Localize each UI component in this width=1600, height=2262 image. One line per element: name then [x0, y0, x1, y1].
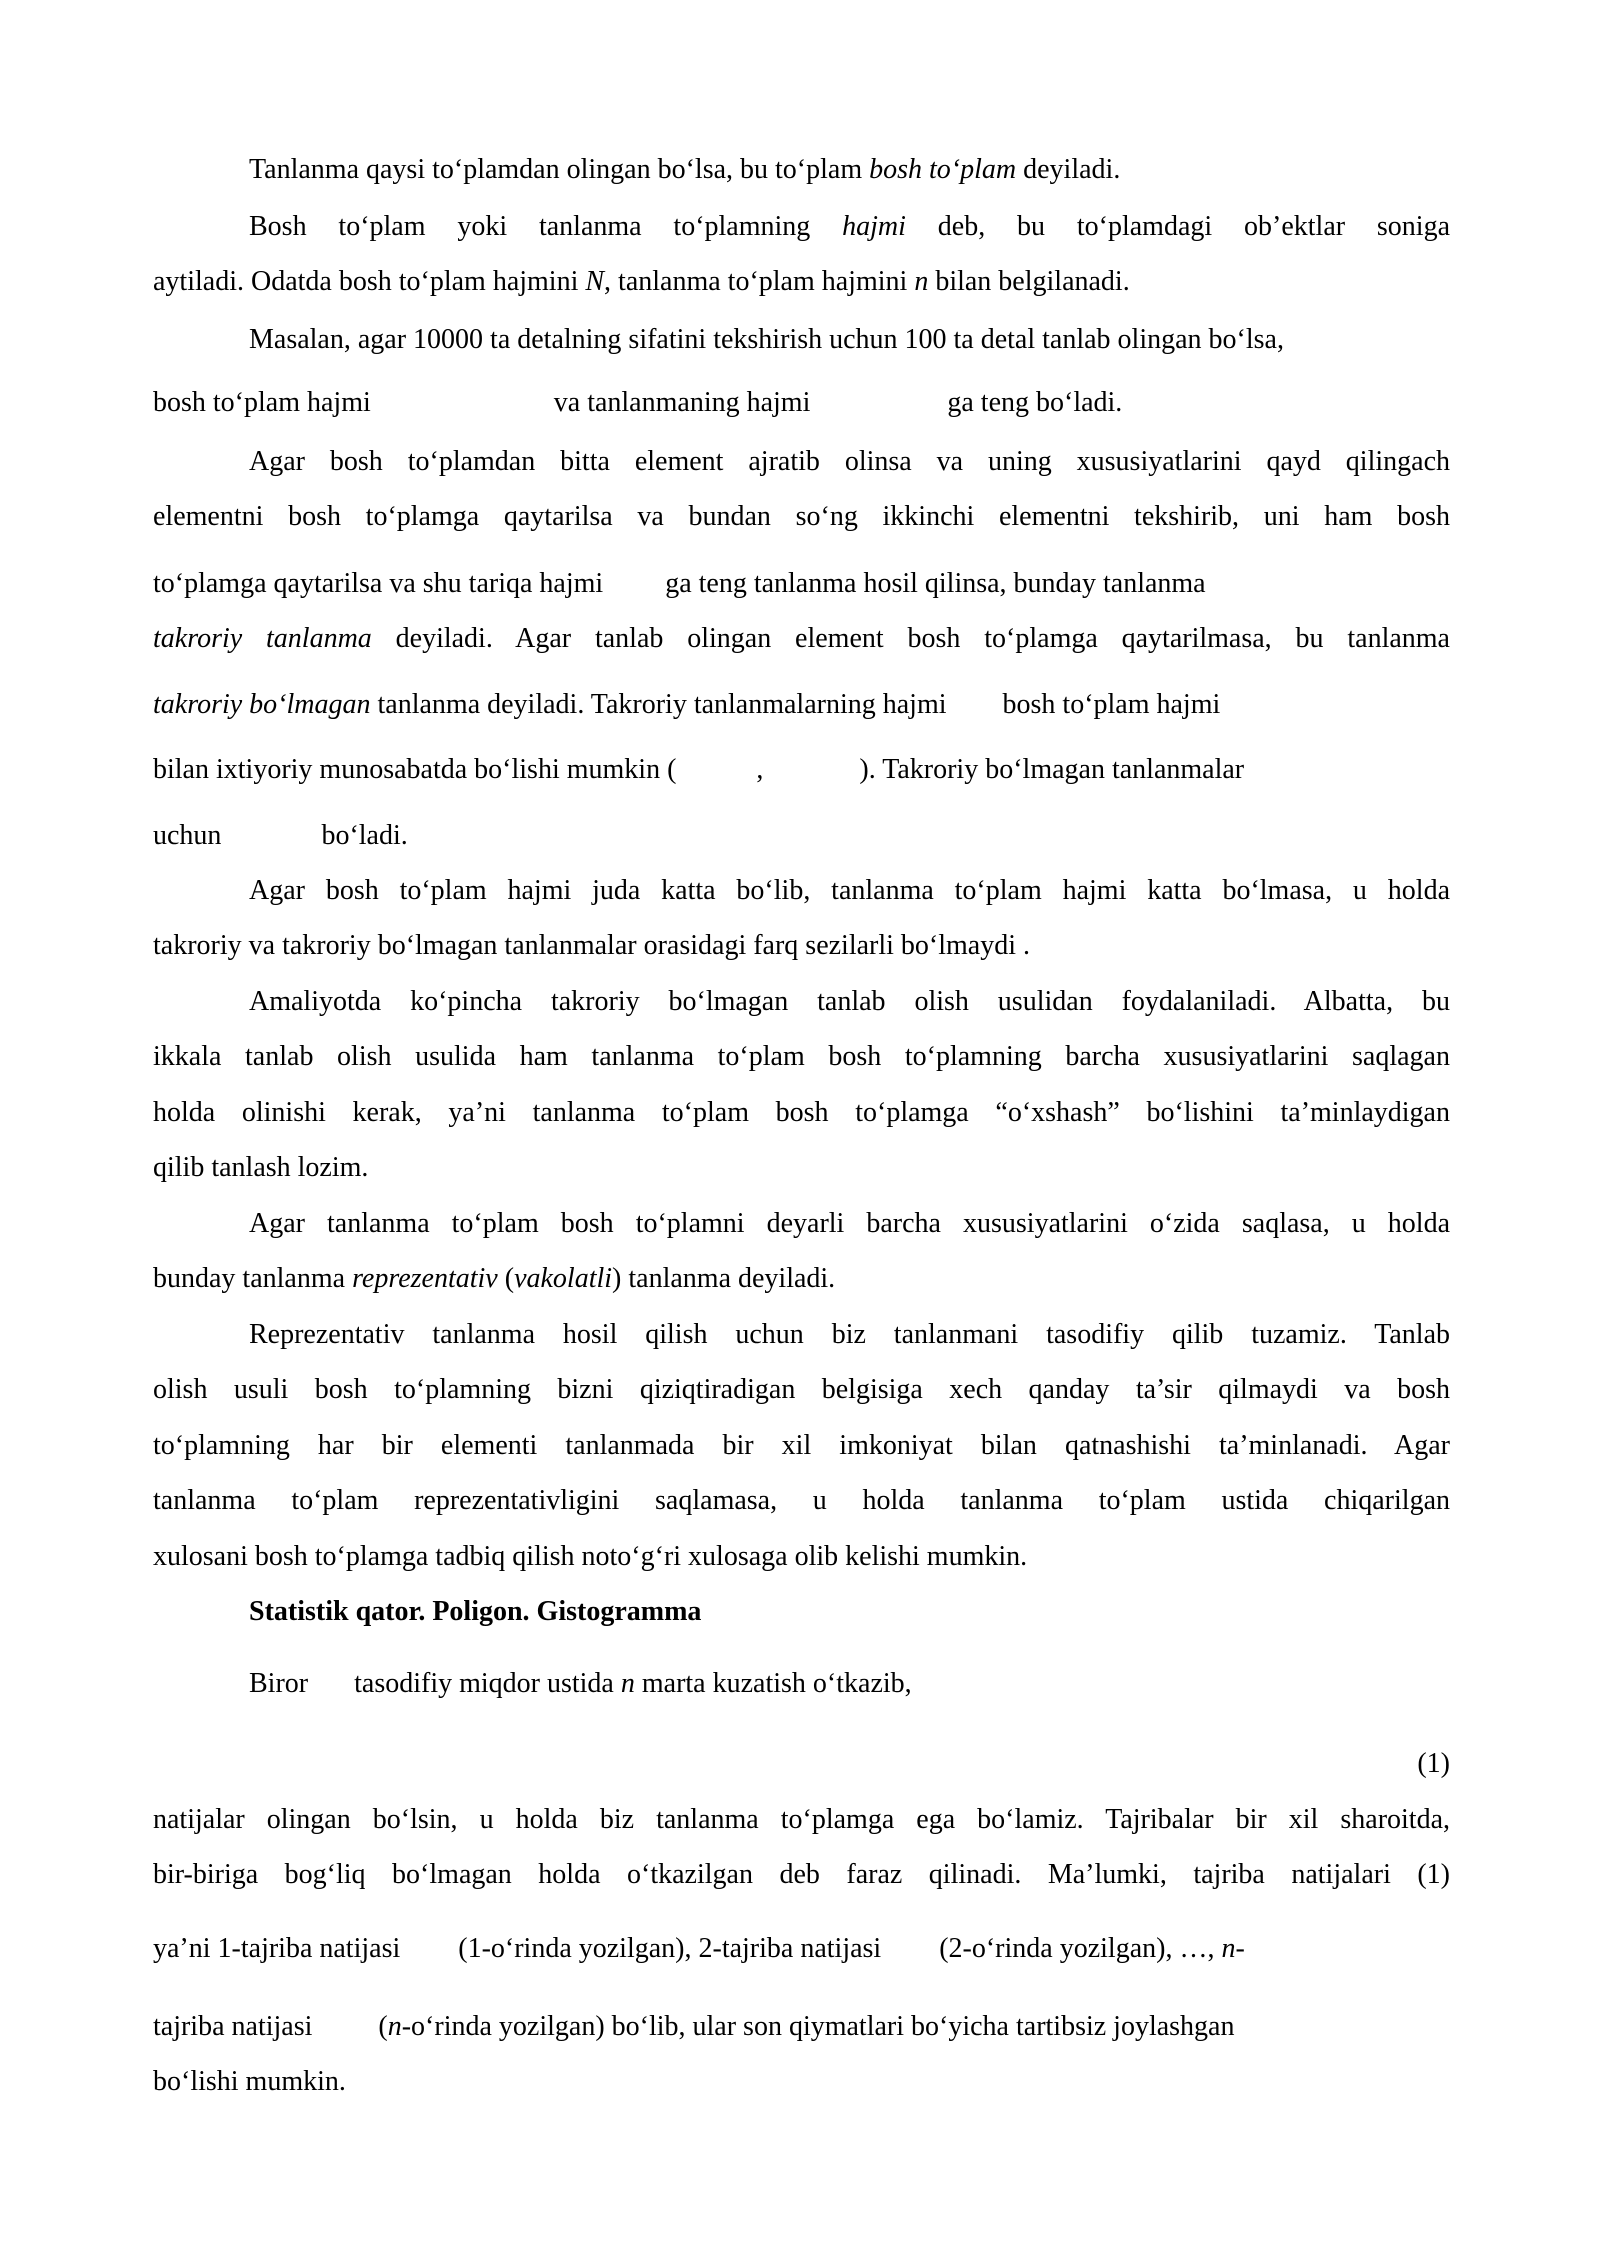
text: bunday tanlanma: [153, 1263, 353, 1294]
text: bo‘lishi mumkin.: [153, 2066, 346, 2097]
text: Agar tanlanma to‘plam bosh to‘plamni deyarli barcha xususiyatlarini o‘zida saqlasa, u holda: [249, 1208, 1450, 1239]
paragraph-line: [153, 2065, 1450, 2099]
equation-number: (1): [1417, 1748, 1450, 1779]
symbol-italic: n: [1221, 1933, 1236, 1964]
text: takroriy va takroriy bo‘lmagan tanlanmalar orasidagi farq sezilarli bo‘lmaydi .: [153, 930, 1031, 961]
text: bosh to‘plam hajmi: [1002, 689, 1221, 720]
text: -o‘rinda yozilgan) bo‘lib, ular son qiymatlari bo‘yicha tartibsiz joylashgan: [401, 2011, 1235, 2042]
text: bo‘ladi.: [321, 820, 408, 851]
text: bosh to‘plam hajmi: [153, 387, 371, 418]
paragraph-line: [153, 500, 1450, 534]
paragraph-line: [153, 2010, 1450, 2044]
paragraph-line: [249, 445, 1450, 479]
text: ,: [756, 754, 764, 785]
symbol-italic: N: [585, 266, 605, 297]
paragraph-line: [249, 1318, 1450, 1352]
text: to‘plamning har bir elementi tanlanmada bir xil imkoniyat bilan qatnashishi ta’minlanadi. Agar: [153, 1430, 1450, 1461]
term-italic: hajmi: [842, 211, 906, 242]
text: olish usuli bosh to‘plamning bizni qiziqtiradigan belgisiga xech qanday ta’sir qilmaydi va bosh: [153, 1374, 1450, 1405]
paragraph-line: [153, 386, 1450, 420]
text: ga teng bo‘ladi.: [947, 387, 1123, 418]
text: , tanlanma to‘plam hajmini: [604, 266, 915, 297]
text: qilib tanlash lozim.: [153, 1152, 369, 1183]
paragraph-line: [249, 985, 1450, 1019]
paragraph-line: [153, 1540, 1450, 1574]
text: ga teng tanlanma hosil qilinsa, bunday tanlanma: [665, 568, 1206, 599]
paragraph-line: [153, 819, 1450, 853]
paragraph-line: [153, 567, 1450, 601]
paragraph-line: [153, 1932, 1450, 1966]
term-italic: reprezentativ: [352, 1263, 498, 1294]
term-italic: takroriy tanlanma: [153, 623, 372, 654]
text: ya’ni 1-tajriba natijasi: [153, 1933, 401, 1964]
text: Masalan, agar 10000 ta detalning sifatini tekshirish uchun 100 ta detal tanlab olingan bo‘lsa,: [249, 324, 1284, 355]
text: bir-biriga bog‘liq bo‘lmagan holda o‘tkazilgan deb faraz qilinadi. Ma’lumki, tajriba natijalari (1): [153, 1859, 1450, 1890]
paragraph-line: [153, 1373, 1450, 1407]
text: (: [497, 1263, 515, 1294]
text: marta kuzatish o‘tkazib,: [634, 1668, 912, 1699]
text: (1-o‘rinda yozilgan), 2-tajriba natijasi: [458, 1933, 882, 1964]
term-italic: takroriy bo‘lmagan: [153, 689, 371, 720]
text: deb, bu to‘plamdagi ob’ektlar soniga: [905, 211, 1451, 242]
paragraph-line: [153, 1484, 1450, 1518]
text: Agar bosh to‘plam hajmi juda katta bo‘lib, tanlanma to‘plam hajmi katta bo‘lmasa, u holda: [249, 875, 1450, 906]
text: va tanlanmaning hajmi: [553, 387, 811, 418]
text: Amaliyotda ko‘pincha takroriy bo‘lmagan tanlab olish usulidan foydalaniladi. Albatta, bu: [249, 986, 1450, 1017]
text: Tanlanma qaysi to‘plamdan olingan bo‘lsa, bu to‘plam: [249, 154, 870, 185]
paragraph-line: [249, 874, 1450, 908]
text: ikkala tanlab olish usulida ham tanlanma to‘plam bosh to‘plamning barcha xususiyatlarini saqlagan: [153, 1041, 1450, 1072]
text: ). Takroriy bo‘lmagan tanlanmalar: [859, 754, 1245, 785]
section-heading: Statistik qator. Poligon. Gistogramma: [249, 1596, 702, 1627]
text: aytiladi. Odatda bosh to‘plam hajmini: [153, 266, 586, 297]
text: -: [1235, 1933, 1245, 1964]
text: tanlanma to‘plam reprezentativligini saqlamasa, u holda tanlanma to‘plam ustida chiqarilgan: [153, 1485, 1450, 1516]
paragraph-line: [153, 265, 1450, 299]
text: Bosh to‘plam yoki tanlanma to‘plamning: [249, 211, 843, 242]
text: tasodifiy miqdor ustida: [354, 1668, 621, 1699]
text: deyiladi.: [1016, 154, 1121, 185]
text: xulosani bosh to‘plamga tadbiq qilish noto‘g‘ri xulosaga olib kelishi mumkin.: [153, 1541, 1028, 1572]
text: bilan ixtiyoriy munosabatda bo‘lishi mumkin (: [153, 754, 677, 785]
text: bilan belgilanadi.: [928, 266, 1130, 297]
text: elementni bosh to‘plamga qaytarilsa va bundan so‘ng ikkinchi elementni tekshirib, uni ham bosh: [153, 501, 1450, 532]
paragraph-line: [249, 153, 1450, 187]
text: holda olinishi kerak, ya’ni tanlanma to‘plam bosh to‘plamga “o‘xshash” bo‘lishini ta’minlaydigan: [153, 1097, 1450, 1128]
paragraph-line: [153, 929, 1450, 963]
paragraph-line: [153, 1040, 1450, 1074]
paragraph-line: [153, 1858, 1450, 1892]
paragraph-line: [249, 210, 1450, 244]
term-italic: bosh to‘plam: [869, 154, 1017, 185]
paragraph-line: [153, 753, 1450, 787]
text: to‘plamga qaytarilsa va shu tariqa hajmi: [153, 568, 604, 599]
text: Biror: [249, 1668, 309, 1699]
paragraph-line: [153, 1096, 1450, 1130]
paragraph-line: [153, 1151, 1450, 1185]
paragraph-line: [153, 1429, 1450, 1463]
paragraph-line: [249, 1667, 1450, 1701]
paragraph-line: [249, 323, 1450, 357]
symbol-italic: n: [620, 1668, 635, 1699]
text: (: [378, 2011, 388, 2042]
text: uchun: [153, 820, 222, 851]
text: deyiladi. Agar tanlab olingan element bosh to‘plamga qaytarilmasa, bu tanlanma: [371, 623, 1450, 654]
paragraph-line: [153, 688, 1450, 722]
paragraph-line: [153, 1803, 1450, 1837]
text: tajriba natijasi: [153, 2011, 313, 2042]
symbol-italic: n: [387, 2011, 402, 2042]
text: tanlanma deyiladi. Takroriy tanlanmalarning hajmi: [370, 689, 947, 720]
paragraph-line: [153, 1262, 1450, 1296]
text: natijalar olingan bo‘lsin, u holda biz tanlanma to‘plamga ega bo‘lamiz. Tajribalar bir xil sharoitda,: [153, 1804, 1450, 1835]
text: (2-o‘rinda yozilgan), …,: [939, 1933, 1215, 1964]
text: Agar bosh to‘plamdan bitta element ajratib olinsa va uning xususiyatlarini qayd qilingach: [249, 446, 1450, 477]
symbol-italic: n: [914, 266, 929, 297]
term-italic: vakolatli: [514, 1263, 613, 1294]
paragraph-line: [153, 622, 1450, 656]
text: Reprezentativ tanlanma hosil qilish uchun biz tanlanmani tasodifiy qilib tuzamiz. Tanlab: [249, 1319, 1450, 1350]
text: ) tanlanma deyiladi.: [612, 1263, 836, 1294]
paragraph-line: [249, 1207, 1450, 1241]
